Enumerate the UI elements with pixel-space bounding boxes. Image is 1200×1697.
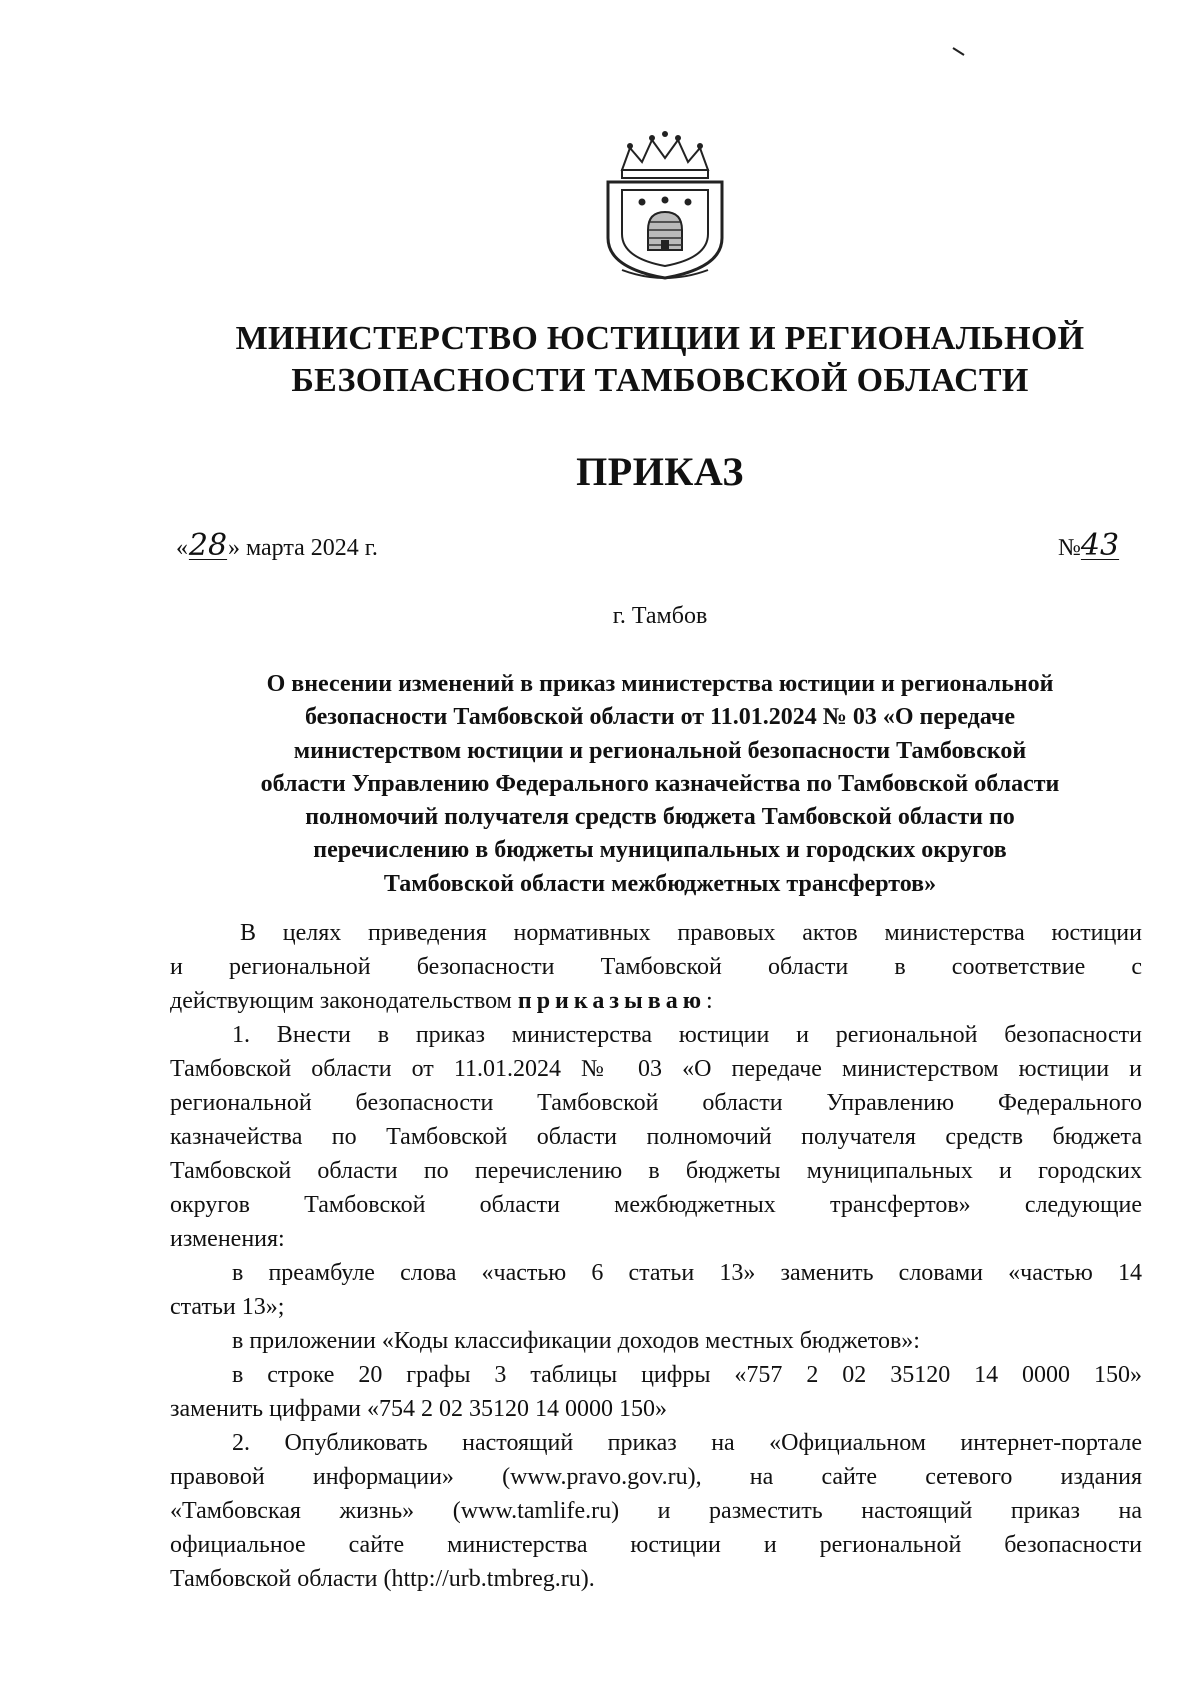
subject-line: министерством юстиции и региональной безопасности Тамбовской xyxy=(293,737,1027,764)
preamble-text: действующим законодательством xyxy=(170,988,518,1014)
change-preamble-line: статьи 13»; xyxy=(170,1294,285,1320)
preamble-colon: : xyxy=(706,988,713,1014)
item-2-line: «Тамбовская жизнь» (www.tamlife.ru) и разместить настоящий приказ на xyxy=(170,1498,1142,1524)
subject-line: полномочий получателя средств бюджета Тамбовской области по xyxy=(305,804,1015,831)
date-day-handwritten: 28 xyxy=(188,528,228,563)
item-1-line: региональной безопасности Тамбовской области Управлению Федерального xyxy=(170,1090,1142,1116)
subject-line: перечислению в бюджеты муниципальных и городских округов xyxy=(313,837,1007,864)
order-body xyxy=(170,916,1142,1596)
item-1-line: Тамбовской области по перечислению в бюджеты муниципальных и городских xyxy=(170,1158,1142,1184)
date-open-quote: « xyxy=(176,535,188,561)
item-1-line: Тамбовской области от 11.01.2024 № 03 «О передаче министерством юстиции и xyxy=(170,1056,1142,1082)
item-1-line: казначейства по Тамбовской области полномочий получателя средств бюджета xyxy=(170,1124,1142,1150)
subject-line: безопасности Тамбовской области от 11.01.2024 № 03 «О передаче xyxy=(304,704,1016,731)
item-1-line: округов Тамбовской области межбюджетных трансфертов» следующие xyxy=(170,1192,1142,1218)
scan-mark xyxy=(952,44,966,54)
preamble-line: В целях приведения нормативных правовых актов министерства юстиции xyxy=(240,920,1142,946)
change-preamble-line: в преамбуле слова «частью 6 статьи 13» заменить словами «частью 14 xyxy=(232,1260,1142,1286)
preamble-line: и региональной безопасности Тамбовской области в соответствие с xyxy=(170,954,1142,980)
subject-line: области Управлению Федерального казначейства по Тамбовской области xyxy=(260,770,1060,797)
change-annex-line: в приложении «Коды классификации доходов местных бюджетов»: xyxy=(232,1328,920,1354)
ministry-line-2: БЕЗОПАСНОСТИ ТАМБОВСКОЙ ОБЛАСТИ xyxy=(291,362,1029,399)
date-month-year: » марта 2024 г. xyxy=(228,535,378,561)
document-type: ПРИКАЗ xyxy=(576,449,744,494)
order-subject xyxy=(200,668,1120,901)
item-2-line: 2. Опубликовать настоящий приказ на «Официальном интернет-портале xyxy=(232,1430,1142,1456)
item-1-line: 1. Внести в приказ министерства юстиции и региональной безопасности xyxy=(232,1022,1142,1048)
item-2-line: официальное сайте министерства юстиции и региональной безопасности xyxy=(170,1532,1142,1558)
change-row-line: заменить цифрами «754 2 02 35120 14 0000 150» xyxy=(170,1396,668,1422)
order-number xyxy=(1058,530,1131,564)
subject-line: Тамбовской области межбюджетных трансфертов» xyxy=(383,870,937,897)
subject-line: О внесении изменений в приказ министерства юстиции и региональной xyxy=(266,671,1054,697)
item-2-line: Тамбовской области (http://urb.tmbreg.ru). xyxy=(170,1566,595,1592)
change-row-line: в строке 20 графы 3 таблицы цифры «757 2 02 35120 14 0000 150» xyxy=(232,1362,1142,1388)
number-handwritten: 43 xyxy=(1080,528,1120,563)
order-word: приказываю xyxy=(517,988,707,1014)
coat-of-arms-icon xyxy=(600,130,730,280)
preamble-line xyxy=(170,984,1142,1018)
city: г. Тамбов xyxy=(612,603,708,629)
item-1-line: изменения: xyxy=(170,1226,285,1252)
ministry-name xyxy=(200,318,1120,402)
order-date xyxy=(176,530,378,564)
number-prefix: № xyxy=(1058,535,1081,561)
item-2-line: правовой информации» (www.pravo.gov.ru), на сайте сетевого издания xyxy=(170,1464,1142,1490)
ministry-line-1: МИНИСТЕРСТВО ЮСТИЦИИ И РЕГИОНАЛЬНОЙ xyxy=(235,320,1085,357)
